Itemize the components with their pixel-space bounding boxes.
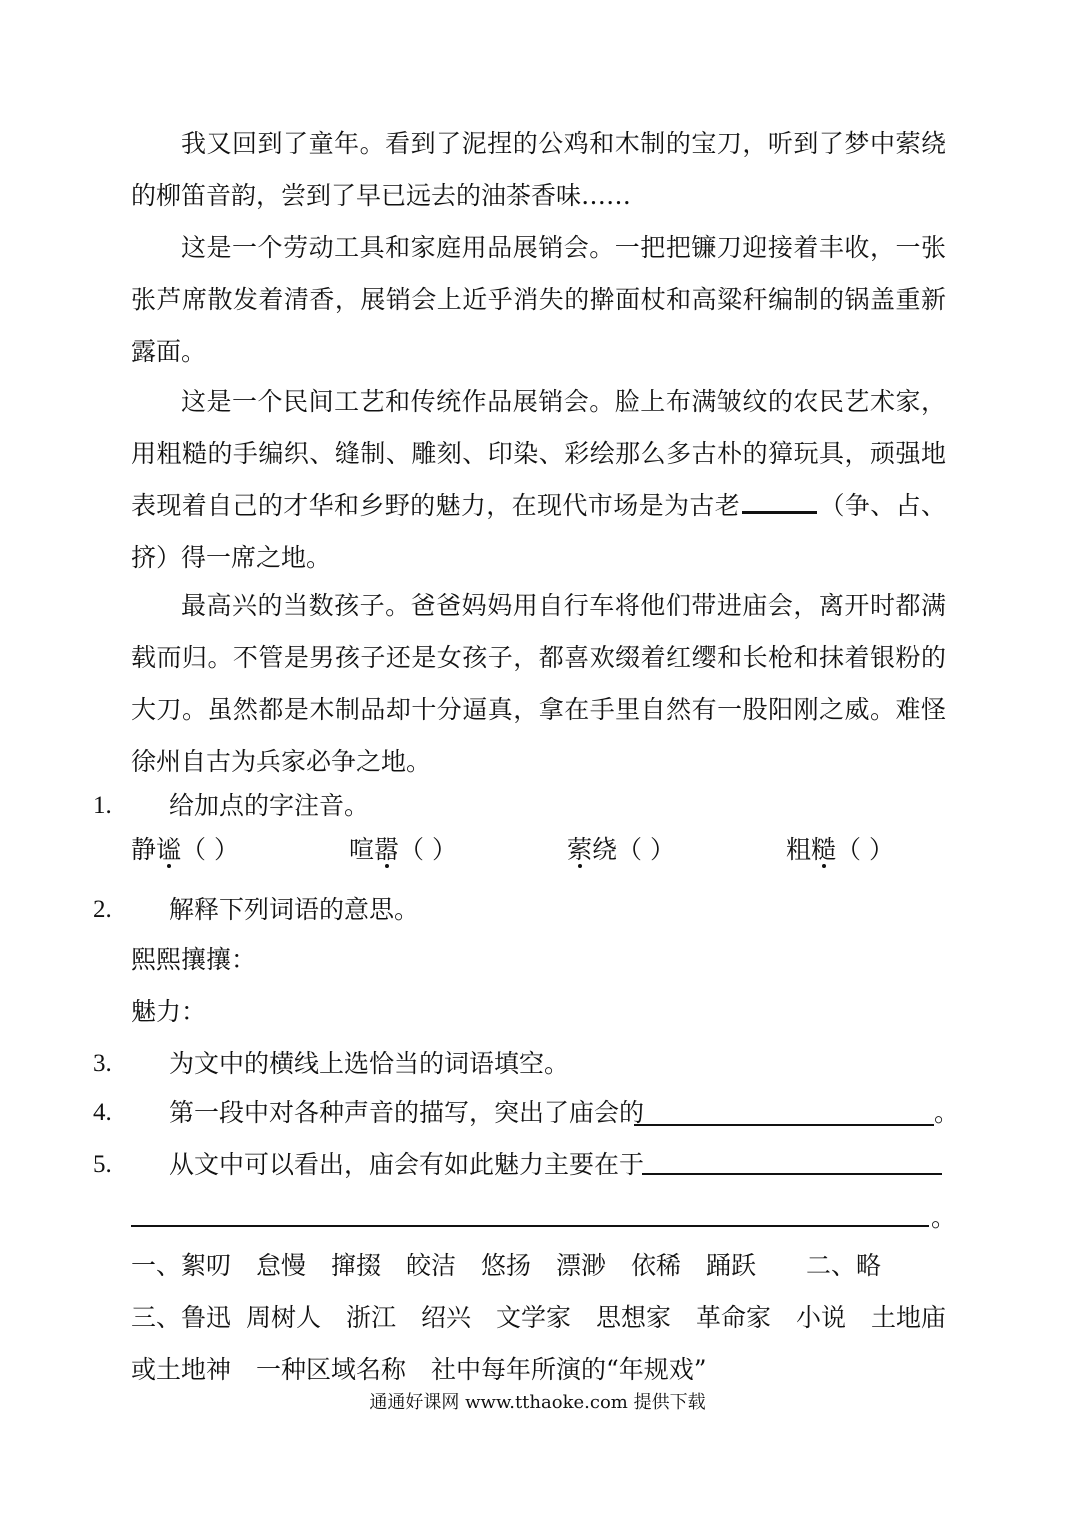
dotted-char: 萦	[567, 835, 593, 864]
question-1	[0, 786, 1075, 826]
term-1: 熙熙攘攘：	[131, 945, 257, 974]
question-4	[0, 1093, 1075, 1133]
fill-blank-line[interactable]	[742, 510, 817, 514]
answer-item: 革命家	[696, 1303, 772, 1332]
answer-paren[interactable]: （ ）	[181, 835, 239, 864]
word-item: 萦绕（ ）	[567, 835, 675, 864]
answer-item: 皎洁	[406, 1251, 457, 1280]
dotted-char: 谧	[156, 835, 182, 864]
question-3	[0, 1044, 1075, 1084]
paragraph-3	[131, 376, 946, 584]
answer-item: 思想家	[596, 1303, 672, 1332]
question-number: 5.	[93, 1151, 112, 1178]
question-number: 2.	[93, 896, 112, 923]
answer-item: 依稀	[631, 1251, 682, 1280]
answers-row-3	[131, 1344, 951, 1396]
answer-item: 撺掇	[331, 1251, 382, 1280]
answer-item: 社中每年所演的“年规戏”	[431, 1355, 707, 1384]
answers-row-2	[131, 1292, 951, 1344]
answers-row-1	[131, 1240, 951, 1292]
question-2	[0, 890, 1075, 930]
answer-line[interactable]	[131, 1225, 929, 1227]
answer-paren[interactable]: （ ）	[617, 835, 675, 864]
answer-item: 一、絮叨	[131, 1251, 232, 1280]
word-item: 静谧（ ）	[131, 835, 239, 864]
answer-item: 一种区域名称	[256, 1355, 407, 1384]
answer-item: 漂渺	[556, 1251, 607, 1280]
question-number: 1.	[93, 792, 112, 819]
answer-line[interactable]	[634, 1124, 934, 1126]
term-2: 魅力：	[131, 997, 207, 1026]
dotted-char: 嚣	[374, 835, 400, 864]
end-punct: 。	[934, 1098, 960, 1127]
answer-item: 绍兴	[421, 1303, 472, 1332]
answer-item: 浙江	[346, 1303, 397, 1332]
word-item: 粗糙（ ）	[786, 835, 894, 864]
answer-item: 土地庙	[871, 1303, 947, 1332]
answer-item: 悠扬	[481, 1251, 532, 1280]
question-number: 4.	[93, 1099, 112, 1126]
answer-item: 小说	[796, 1303, 847, 1332]
question-5	[0, 1145, 1075, 1185]
answer-item: 文学家	[496, 1303, 572, 1332]
answer-item: 怠慢	[256, 1251, 307, 1280]
paragraph-3-after-blank: （争、占、挤）得一席之地。	[131, 491, 946, 572]
page-footer: 通通好课网 www.tthaoke.com 提供下载	[369, 1392, 706, 1413]
question-text: 第一段中对各种声音的描写，突出了庙会的	[169, 1098, 645, 1127]
paragraph-1: 我又回到了童年。看到了泥捏的公鸡和木制的宝刀，听到了梦中萦绕的柳笛音韵，尝到了早已远去的油茶香味……	[131, 129, 946, 210]
dotted-char: 糙	[811, 835, 837, 864]
end-punct: 。	[931, 1203, 957, 1232]
answer-item: 周树人	[246, 1303, 322, 1332]
word-item: 喧嚣（ ）	[349, 835, 457, 864]
paragraph-3-before-blank: 这是一个民间工艺和传统作品展销会。脸上布满皱纹的农民艺术家，用粗糙的手编织、缝制、雕刻、印染、彩绘那么多古朴的獐玩具，顽强地表现着自己的才华和乡野的魅力，在现代市场是为古老	[131, 387, 946, 520]
answer-paren[interactable]: （ ）	[399, 835, 457, 864]
pinyin-row	[131, 830, 946, 870]
paragraph-2: 这是一个劳动工具和家庭用品展销会。一把把镰刀迎接着丰收，一张张芦席散发着清香，展销会上近乎消失的擀面杖和高粱秆编制的锅盖重新露面。	[131, 233, 946, 366]
answer-item: 三、鲁迅	[131, 1303, 232, 1332]
answer-item: 或土地神	[131, 1355, 232, 1384]
question-text: 解释下列词语的意思。	[169, 895, 420, 924]
answer-paren[interactable]: （ ）	[836, 835, 894, 864]
question-text: 从文中可以看出，庙会有如此魅力主要在于	[169, 1150, 645, 1179]
paragraph-4: 最高兴的当数孩子。爸爸妈妈用自行车将他们带进庙会，离开时都满载而归。不管是男孩子还是女孩子，都喜欢缀着红缨和长枪和抹着银粉的大刀。虽然都是木制品却十分逼真，拿在手里自然有一股阳刚之威。难怪徐州自古为兵家必争之地。	[131, 591, 946, 776]
answer-line[interactable]	[642, 1173, 942, 1175]
answer-item: 踊跃	[706, 1251, 757, 1280]
question-text: 给加点的字注音。	[169, 791, 370, 820]
answer-item: 二、略	[806, 1251, 882, 1280]
question-number: 3.	[93, 1050, 112, 1077]
question-text: 为文中的横线上选恰当的词语填空。	[169, 1049, 570, 1078]
